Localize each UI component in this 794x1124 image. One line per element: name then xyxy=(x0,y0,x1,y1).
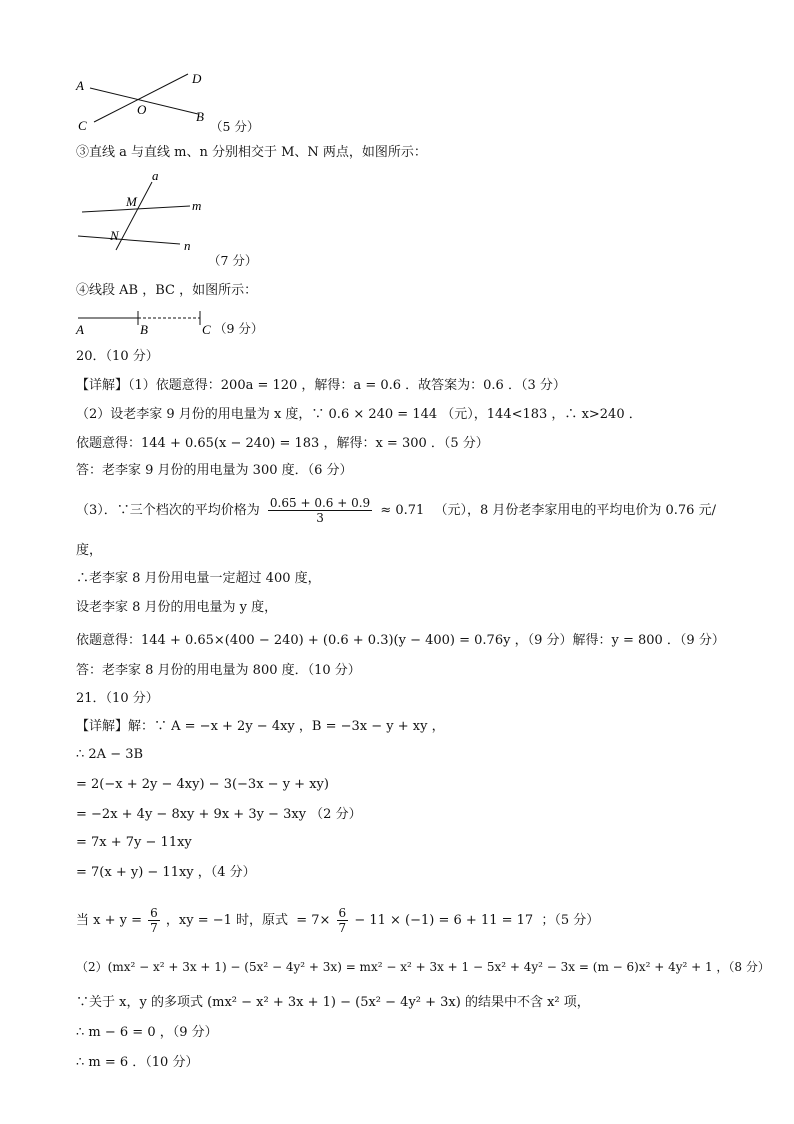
figure-segments-ab-bc xyxy=(72,306,222,338)
figure-line-a-crossing-m-n xyxy=(70,166,270,256)
eval-numerator: 6 xyxy=(338,906,347,920)
eval-fraction xyxy=(337,906,349,935)
fig2-score: （7 分） xyxy=(208,253,258,268)
q20-line1: 【详解】（1）依题意得：200a = 120 ，解得：a = 0.6 ．故答案为：0.6 ．（3 分） xyxy=(76,378,566,393)
q20-line2: （2）设老李家 9 月份的用电量为 x 度，∵ 0.6 × 240 = 144 （元），144<183 ，∴ x>240 ． xyxy=(76,407,642,422)
label-n-point: N xyxy=(110,228,119,243)
q21-line7-condition: ，xy = −1 时，原式 xyxy=(165,913,289,928)
q21-line7-eval-start: = 7× xyxy=(296,913,331,928)
average-price-denominator: 3 xyxy=(316,511,324,525)
item4-text: ④线段 AB ，BC ，如图所示： xyxy=(76,283,258,298)
line-n xyxy=(78,236,180,244)
label-m-line: m xyxy=(192,198,202,213)
x-plus-y-numerator: 6 xyxy=(150,906,158,920)
line-a xyxy=(116,182,152,250)
q21-line7-eval-end: − 11 × (−1) = 6 + 11 = 17 xyxy=(354,913,534,928)
q21-line8: （2）(mx² − x² + 3x + 1) − (5x² − 4y² + 3x) = mx² − x² + 3x + 1 − 5x² + 4y² − 3x = (m − 6)x² + 4y² + 1 ，（8 分） xyxy=(76,960,770,974)
q20-line5-end: （元），8 月份老李家用电的平均电价为 0.76 元/ xyxy=(434,503,716,518)
q20-line9: 依题意得：144 + 0.65×(400 − 240) + (0.6 + 0.3)(y − 400) = 0.76y ，（9 分）解得：y = 800 ．（9 分） xyxy=(76,633,725,648)
q21-line3: = 2(−x + 2y − 4xy) − 3(−3x − y + xy) xyxy=(76,777,329,792)
x-plus-y-fraction xyxy=(148,906,160,935)
average-price-numerator: 0.65 + 0.6 + 0.9 xyxy=(269,496,371,510)
fig1-score: （5 分） xyxy=(210,119,260,134)
label-c-seg: C xyxy=(202,322,211,337)
q21-line5: = 7x + 7y − 11xy xyxy=(76,835,192,850)
fig3-score: （9 分） xyxy=(214,321,264,336)
q21-line7 xyxy=(76,906,599,935)
x-plus-y-denominator: 7 xyxy=(150,921,158,935)
q20-line7: ∴老李家 8 月份用电量一定超过 400 度， xyxy=(76,571,321,586)
label-b: B xyxy=(196,109,204,124)
average-price-fraction xyxy=(268,496,372,525)
q20-line8: 设老李家 8 月份的用电量为 y 度， xyxy=(76,600,278,615)
q21-line4: = −2x + 4y − 8xy + 9x + 3y − 3xy （2 分） xyxy=(76,807,362,822)
q21-line1: 【详解】解：∵ A = −x + 2y − 4xy ，B = −3x − y + xy ， xyxy=(76,719,445,734)
eval-denominator: 7 xyxy=(338,921,347,935)
label-d: D xyxy=(192,71,202,86)
label-a: A xyxy=(76,78,84,93)
q20-line3: 依题意得：144 + 0.65(x − 240) = 183 ，解得：x = 300 ．（5 分） xyxy=(76,436,489,451)
q21-line2: ∴ 2A − 3B xyxy=(76,747,144,762)
label-b-seg: B xyxy=(140,322,148,337)
label-c: C xyxy=(78,118,87,133)
q20-line4: 答：老李家 9 月份的用电量为 300 度．（6 分） xyxy=(76,463,353,478)
item3-text: ③直线 a 与直线 m、n 分别相交于 M、N 两点，如图所示： xyxy=(76,145,427,160)
q20-header: 20．（10 分） xyxy=(76,349,159,364)
q20-line5 xyxy=(76,496,716,525)
q20-line5-start: （3）．∵三个档次的平均价格为 xyxy=(76,503,260,518)
q21-line7-score: ；（5 分） xyxy=(541,913,600,928)
q21-line7-when: 当 x + y = xyxy=(76,913,142,928)
q21-line9: ∵关于 x，y 的多项式 (mx² − x² + 3x + 1) − (5x² − 4y² + 3x) 的结果中不含 x² 项， xyxy=(76,995,590,1010)
average-price-approx: ≈ 0.71 xyxy=(380,503,425,518)
label-n-line: n xyxy=(184,238,191,253)
label-a-seg: A xyxy=(76,322,84,337)
q20-line6: 度， xyxy=(76,543,103,558)
label-o: O xyxy=(137,102,147,117)
q20-line10: 答：老李家 8 月份的用电量为 800 度．（10 分） xyxy=(76,663,361,678)
label-a-line: a xyxy=(152,168,159,183)
label-m-point: M xyxy=(126,194,137,209)
q21-line10: ∴ m − 6 = 0 ，（9 分） xyxy=(76,1025,218,1040)
q21-header: 21．（10 分） xyxy=(76,691,159,706)
q21-line11: ∴ m = 6 ．（10 分） xyxy=(76,1055,199,1070)
q21-line6: = 7(x + y) − 11xy ，（4 分） xyxy=(76,865,256,880)
